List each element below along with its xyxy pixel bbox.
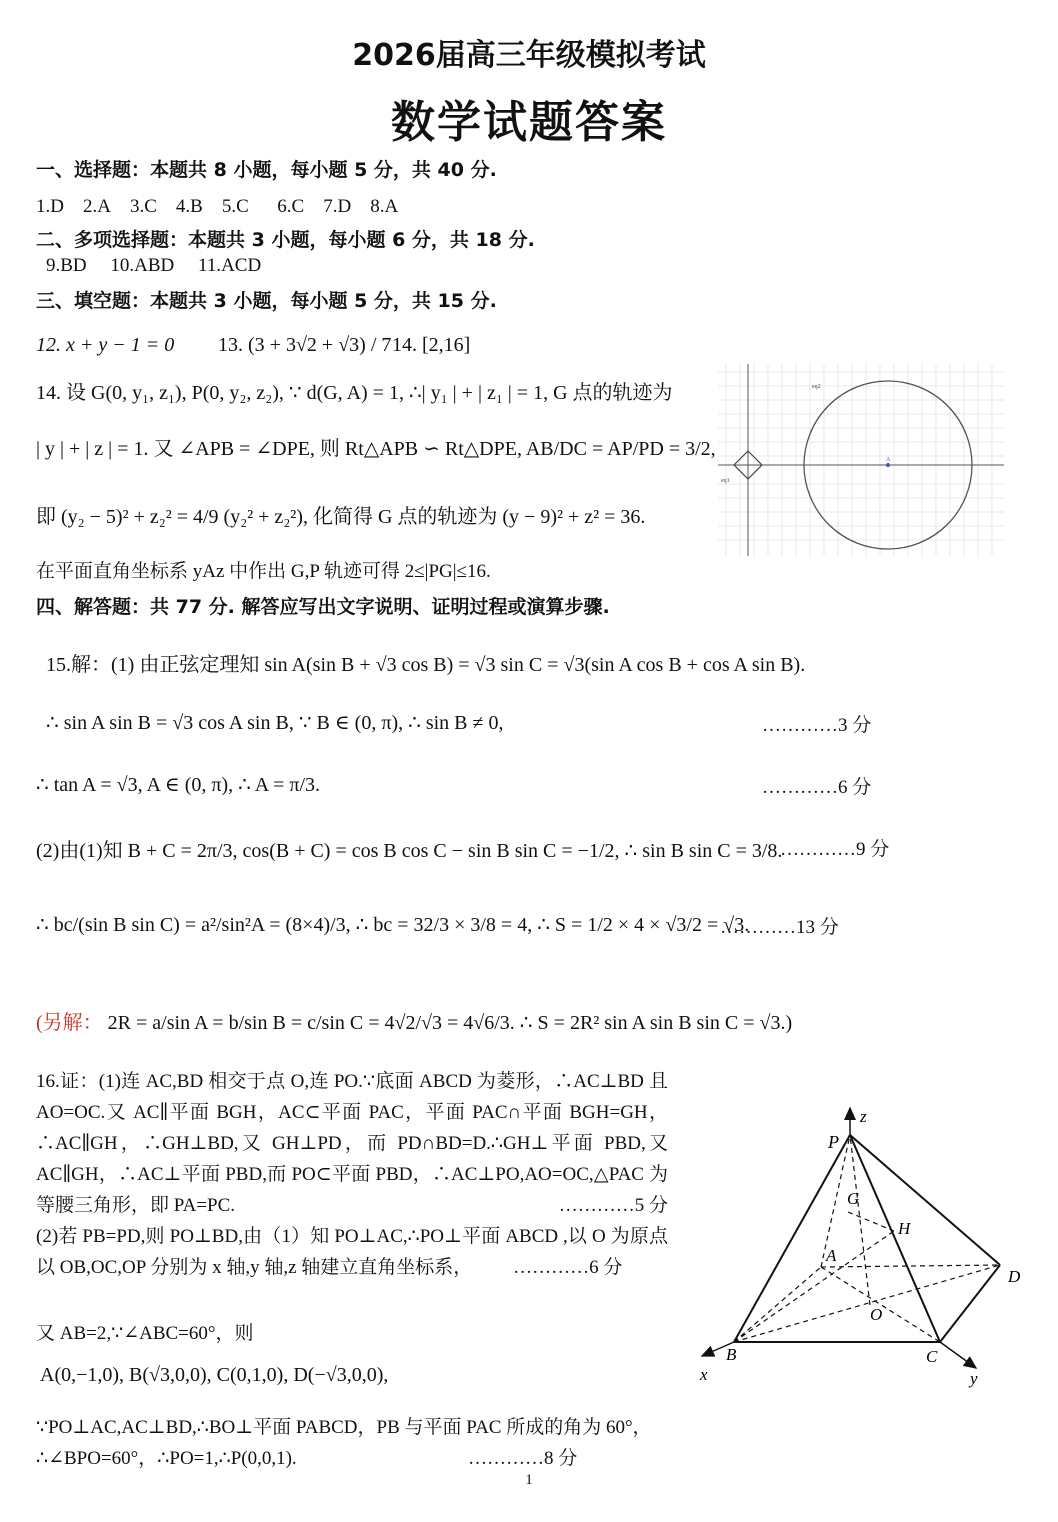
- q16-score-8: …………8 分: [468, 1448, 578, 1469]
- graph-label-eq1: eq1: [721, 478, 730, 484]
- explain-14-line-1: 14. 设 G(0, y₁, z₁), P(0, y₂, z₂), ∵ d(G, A) = 1, ∴| y₁ | + | z₁ | = 1, G 点的轨迹为: [36, 382, 673, 404]
- answer: 1.D: [36, 196, 64, 217]
- answer: 2.A: [82, 196, 111, 217]
- section-1-answers: [36, 196, 398, 218]
- q16-part1-text: 16.证：(1)连 AC,BD 相交于点 O,连 PO.∵底面 ABCD 为菱形，∴AC⊥BD 且 AO=OC.又 AC∥平面 BGH，AC⊂平面 PAC，平面 PAC∩平面 BGH=GH，∴AC∥GH，∴GH⊥BD,又 GH⊥PD，而 PD∩BD=D.∴GH⊥平面 PBD,又 AC∥GH，∴AC⊥平面 PBD,而 PO⊂平面 PBD，∴AC⊥PO,AO=OC,△PAC 为等腰三角形，即 PA=PC.: [36, 1071, 668, 1216]
- section-4-heading: 四、解答题：共 77 分. 解答应写出文字说明、证明过程或演算步骤.: [36, 596, 610, 618]
- q15-line-5: ∴ bc/(sin B sin C) = a²/sin²A = (8×4)/3, ∴ bc = 32/3 × 3/8 = 4, ∴ S = 1/2 × 4 × √3/2 = √3.: [36, 914, 750, 936]
- pyramid-figure: [690, 1100, 1030, 1392]
- graph-background: [718, 364, 1004, 556]
- page-title: 2026届高三年级模拟考试: [352, 38, 706, 73]
- q15-alternative: [36, 1006, 792, 1035]
- hidden-edges: [734, 1135, 1000, 1342]
- q15-line-4: (2)由(1)知 B + C = 2π/3, cos(B + C) = cos B cos C − sin B sin C = −1/2, ∴ sin B sin C = 3/8.: [36, 840, 783, 862]
- answer: 6.C: [277, 196, 305, 217]
- label-c: C: [926, 1347, 938, 1366]
- explain-14-line-3: 即 (y₂ − 5)² + z₂² = 4/9 (y₂² + z₂²), 化简得 G 点的轨迹为 (y − 9)² + z² = 36.: [36, 506, 646, 528]
- q16-paragraph-1: [36, 1066, 668, 1221]
- alt-solution-text: 2R = a/sin A = b/sin B = c/sin C = 4√2/√3 = 4√6/3. ∴ S = 2R² sin A sin B sin C = √3.): [107, 1012, 793, 1034]
- label-o: O: [870, 1305, 883, 1324]
- q16-line-3: 又 AB=2,∵∠ABC=60°，则: [36, 1323, 254, 1344]
- y-axis-arrow: [940, 1342, 976, 1368]
- page-number: 1: [525, 1472, 533, 1488]
- q16-paragraph-2: [36, 1221, 668, 1283]
- q16-score-5: …………5 分: [558, 1195, 668, 1216]
- q15-line-1: 15.解：(1) 由正弦定理知 sin A(sin B + √3 cos B) = √3 sin C = √3(sin A cos B + cos A sin B).: [46, 654, 806, 676]
- answer: 7.D: [323, 196, 352, 217]
- q16-part2-text: (2)若 PB=PD,则 PO⊥BD,由（1）知 PO⊥AC,∴PO⊥平面 ABCD ,以 O 为原点 以 OB,OC,OP 分别为 x 轴,y 轴,z 轴建立直角坐标系，: [36, 1226, 668, 1278]
- graph-point-a: [886, 463, 890, 467]
- section-3-heading: 三、填空题：本题共 3 小题，每小题 5 分，共 15 分.: [36, 290, 497, 312]
- label-g: G: [847, 1189, 860, 1208]
- explain-14-line-4: 在平面直角坐标系 yAz 中作出 G,P 轨迹可得 2≤|PG|≤16.: [36, 561, 491, 582]
- locus-graph-figure: [718, 364, 1004, 556]
- q16-score-6: …………6 分: [513, 1257, 623, 1278]
- answer-13: 13. (3 + 3√2 + √3) / 7: [218, 334, 392, 356]
- page-subtitle: 数学试题答案: [391, 97, 667, 148]
- label-a: A: [826, 1246, 837, 1265]
- answer-12: 12. x + y − 1 = 0: [36, 334, 175, 356]
- label-b: B: [726, 1345, 737, 1364]
- answer: 8.A: [370, 196, 399, 217]
- answer-14: 14. [2,16]: [392, 334, 471, 356]
- answer: 4.B: [175, 196, 203, 217]
- q15-line-3: ∴ tan A = √3, A ∈ (0, π), ∴ A = π/3.: [36, 774, 321, 796]
- q16-coordinates: A(0,−1,0), B(√3,0,0), C(0,1,0), D(−√3,0,0),: [40, 1364, 389, 1386]
- alt-solution-label: (另解：: [36, 1012, 103, 1034]
- label-x: x: [700, 1365, 708, 1384]
- label-h: H: [898, 1219, 911, 1238]
- explain-14-line-2: | y | + | z | = 1. 又 ∠APB = ∠DPE, 则 Rt△APB ∽ Rt△DPE, AB/DC = AP/PD = 3/2,: [36, 438, 716, 460]
- answer: 9.BD: [46, 255, 87, 276]
- answer: 10.ABD: [110, 255, 175, 276]
- graph-label-a: A: [886, 457, 891, 463]
- label-y: y: [970, 1369, 978, 1388]
- label-p: P: [828, 1132, 839, 1152]
- q15-score-9: …………9 分: [780, 839, 890, 860]
- q16-line-6: ∴∠BPO=60°，∴PO=1,∴P(0,0,1).: [36, 1448, 297, 1469]
- q15-score-3: …………3 分: [762, 715, 872, 736]
- q15-score-6: …………6 分: [762, 777, 872, 798]
- q16-line-5: ∵PO⊥AC,AC⊥BD,∴BO⊥平面 PABCD，PB 与平面 PAC 所成的角为 60°，: [36, 1417, 652, 1438]
- section-1-heading: 一、选择题：本题共 8 小题，每小题 5 分，共 40 分.: [36, 159, 497, 181]
- label-d: D: [1008, 1267, 1021, 1286]
- visible-edges: [734, 1135, 1000, 1342]
- section-2-heading: 二、多项选择题：本题共 3 小题，每小题 6 分，共 18 分.: [36, 229, 535, 251]
- answer: 5.C: [221, 196, 249, 217]
- answer: 3.C: [129, 196, 157, 217]
- answer: 11.ACD: [198, 255, 262, 276]
- graph-label-eq2: eq2: [812, 384, 821, 390]
- q15-score-13: …………13 分: [720, 917, 839, 938]
- q15-line-2: ∴ sin A sin B = √3 cos A sin B, ∵ B ∈ (0, π), ∴ sin B ≠ 0,: [46, 712, 504, 734]
- section-2-answers: [46, 255, 261, 277]
- label-z: z: [860, 1107, 867, 1126]
